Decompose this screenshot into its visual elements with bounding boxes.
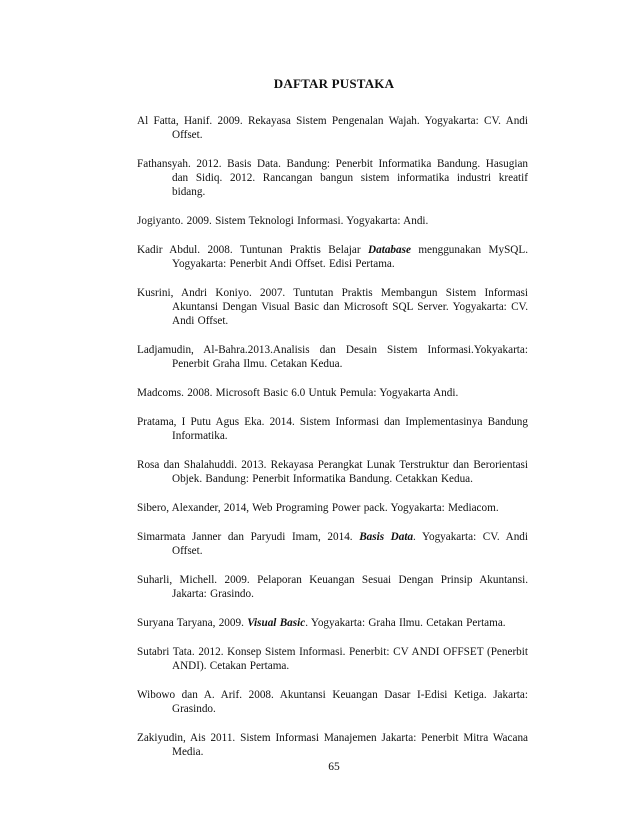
reference-text: Kadir Abdul. 2008. Tuntunan Praktis Belajar (137, 244, 369, 256)
reference-text-after: . Yogyakarta: CV. Andi Offset. (172, 531, 529, 557)
reference-entry (137, 243, 528, 271)
reference-italic-text: Basis Data (359, 531, 414, 543)
page-title: DAFTAR PUSTAKA (273, 76, 395, 91)
reference-text: Simarmata Janner dan Paryudi Imam, 2014. (137, 531, 360, 543)
reference-entry (137, 573, 528, 601)
reference-italic-text: Database (368, 244, 411, 256)
reference-text: Ladjamudin, Al-Bahra.2013.Analisis dan Desain Sistem Informasi.Yokyakarta: Penerbit Graha Ilmu. Cetakan Kedua. (137, 344, 528, 370)
reference-text: Suharli, Michell. 2009. Pelaporan Keuangan Sesuai Dengan Prinsip Akuntansi. Jakarta: Grasindo. (137, 574, 528, 600)
reference-entry (137, 415, 528, 443)
reference-list (137, 114, 528, 774)
reference-entry (137, 688, 528, 716)
reference-text: Al Fatta, Hanif. 2009. Rekayasa Sistem Pengenalan Wajah. Yogyakarta: CV. Andi Offset. (137, 115, 528, 141)
reference-text: Sutabri Tata. 2012. Konsep Sistem Informasi. Penerbit: CV ANDI OFFSET (Penerbit ANDI). Cetakan Pertama. (137, 646, 528, 672)
reference-entry (137, 114, 528, 142)
reference-text: Zakiyudin, Ais 2011. Sistem Informasi Manajemen Jakarta: Penerbit Mitra Wacana Media. (137, 732, 528, 758)
reference-entry (137, 458, 528, 486)
reference-entry (137, 731, 528, 759)
reference-text: Fathansyah. 2012. Basis Data. Bandung: Penerbit Informatika Bandung. Hasugian dan Sidiq. 2012. Rancangan bangun sistem informatika industri kreatif bidang. (137, 158, 528, 198)
reference-entry (137, 530, 528, 558)
reference-entry (137, 616, 528, 630)
reference-entry (137, 386, 528, 400)
reference-text: Jogiyanto. 2009. Sistem Teknologi Informasi. Yogyakarta: Andi. (137, 215, 429, 227)
reference-entry (137, 343, 528, 371)
reference-text: Suryana Taryana, 2009. (137, 617, 248, 629)
reference-text: Pratama, I Putu Agus Eka. 2014. Sistem Informasi dan Implementasinya Bandung Informatika. (137, 416, 528, 442)
reference-text: Sibero, Alexander, 2014, Web Programing Power pack. Yogyakarta: Mediacom. (137, 502, 499, 514)
reference-text: Kusrini, Andri Koniyo. 2007. Tuntutan Praktis Membangun Sistem Informasi Akuntansi Dengan Visual Basic dan Microsoft SQL Server. Yogyakarta: CV. Andi Offset. (137, 287, 528, 327)
reference-entry (137, 286, 528, 328)
reference-text: Rosa dan Shalahuddi. 2013. Rekayasa Perangkat Lunak Terstruktur dan Berorientasi Objek. Bandung: Penerbit Informatika Bandung. Cetakkan Kedua. (137, 459, 528, 485)
reference-entry (137, 645, 528, 673)
reference-entry (137, 501, 528, 515)
reference-text-after: menggunakan MySQL. Yogyakarta: Penerbit Andi Offset. Edisi Pertama. (172, 244, 529, 270)
reference-entry (137, 214, 528, 228)
reference-entry (137, 157, 528, 199)
reference-text-after: . Yogyakarta: Graha Ilmu. Cetakan Pertama. (305, 617, 506, 629)
reference-text: Madcoms. 2008. Microsoft Basic 6.0 Untuk Pemula: Yogyakarta Andi. (137, 387, 459, 399)
reference-italic-text: Visual Basic (247, 617, 306, 629)
reference-text: Wibowo dan A. Arif. 2008. Akuntansi Keuangan Dasar I-Edisi Ketiga. Jakarta: Grasindo. (137, 689, 528, 715)
page-number: 65 (328, 761, 340, 773)
